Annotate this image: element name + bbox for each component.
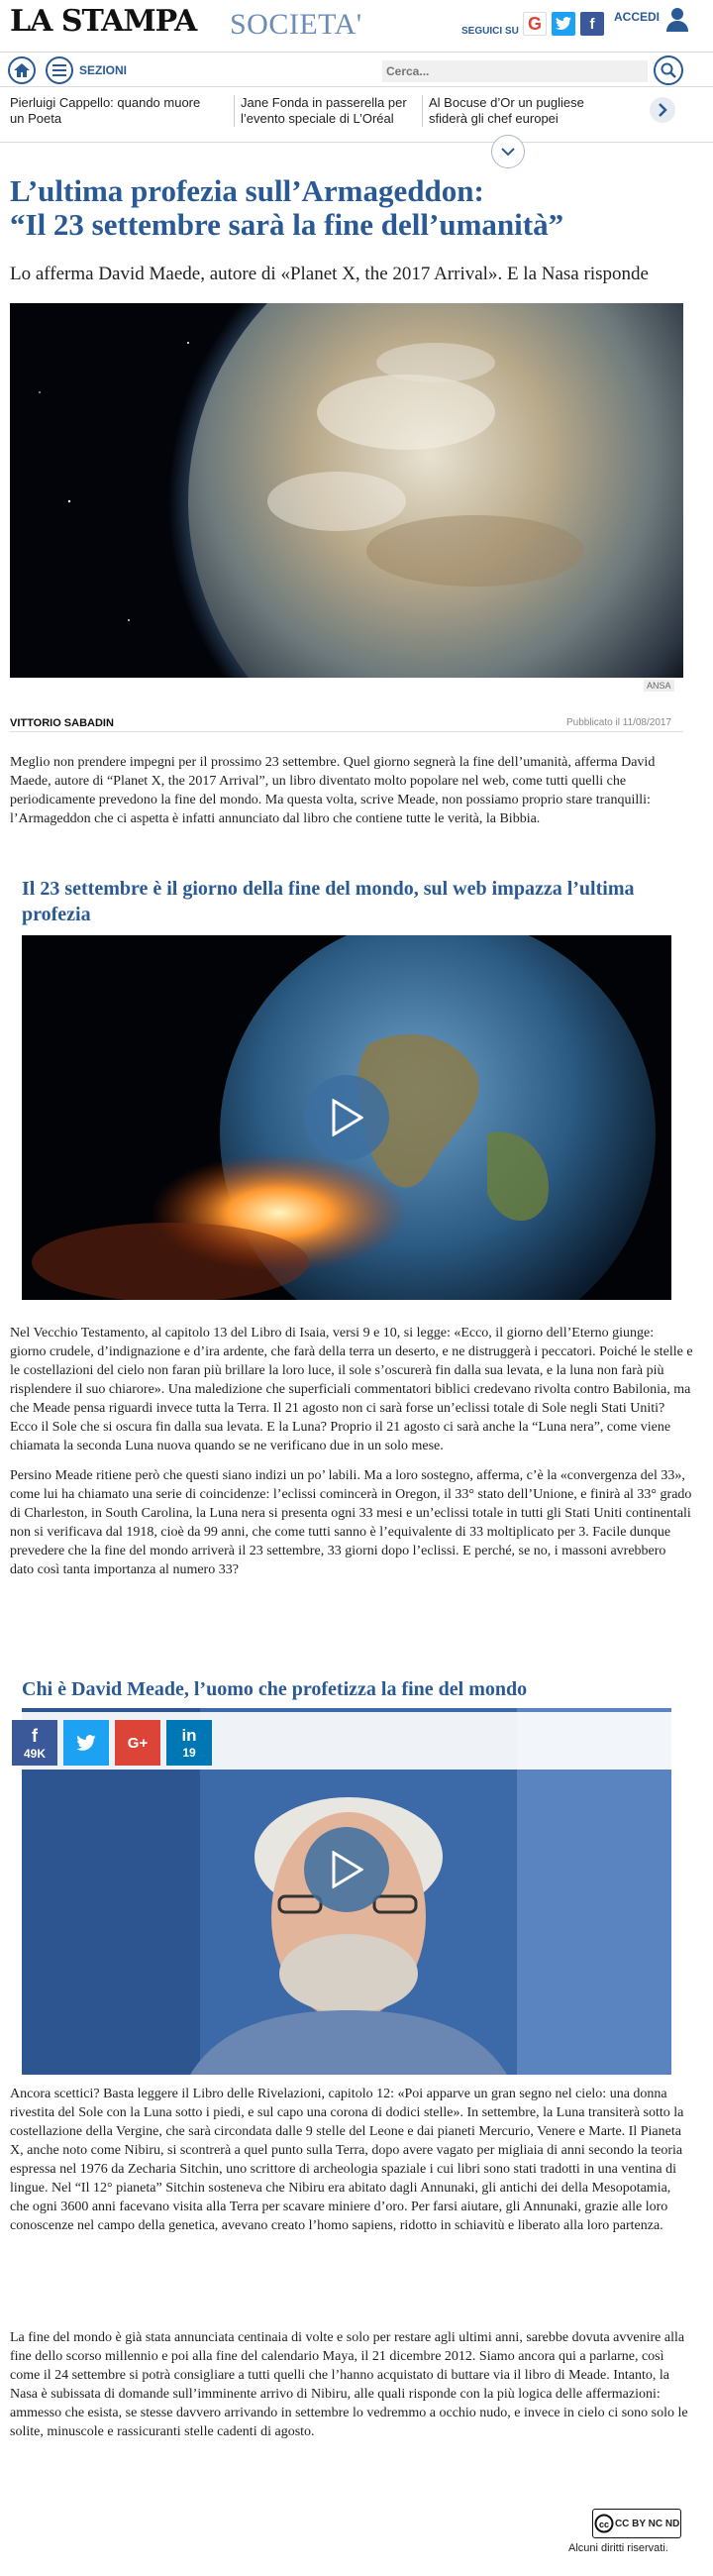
home-icon [14,63,30,77]
linkedin-icon: in [181,1726,197,1745]
related-news-item[interactable]: Al Bocuse d’Or un pugliese sfiderà gli chef europei [422,95,620,127]
facebook-share-button[interactable] [12,1720,57,1766]
article-paragraph: Nel Vecchio Testamento, al capitolo 13 del Libro di Isaia, versi 9 e 10, si legge: «Ecco, il giorno dell’Eterno giunge: giorno crudele, d’indignazione e d’ira ardente, che farà della terra un deserto, e ne distruggerà i peccatori. Poiché le stelle e le costellazioni del cielo non faran più brillare la loro luce, il sole s’oscurerà fin dalla sua levata, e la luna non farà più risplendere il suo chiarore». Una maledizione che superficiali commentatori biblici credevano rivolta contro Babilonia, ma che Meade pensa riguardi invece tutta la Terra. Il 21 agosto non ci sarà forse un’eclissi totale di Sole negli Stati Uniti? Ecco il Sole che si oscura fin dalla sua levata. E la Luna? Proprio il 21 agosto ci sarà anche la “Luna nera”, come viene chiamata la seconda Luna nuova quando se ne verificano due in un solo mese. [10,1326,693,1453]
search-icon [661,62,676,78]
expand-news-button[interactable] [491,135,525,168]
linkedin-share-button[interactable] [166,1720,212,1766]
play-icon [330,1099,363,1136]
facebook-icon[interactable]: f [580,12,604,36]
chevron-right-icon [658,103,667,117]
article-subhead: Lo afferma David Maede, autore di «Planet X, the 2017 Arrival». E la Nasa risponde [10,264,649,284]
author-name[interactable]: VITTORIO SABADIN [10,717,114,729]
googleplus-icon: G+ [127,1734,149,1752]
article-headline [10,174,703,242]
login-link[interactable]: ACCEDI [614,10,661,24]
headline-line-2: “Il 23 settembre sarà la fine dell’umanità” [10,207,564,242]
video-title[interactable]: Il 23 settembre è il giorno della fine del mondo, sul web impazza l’ultima profezia [22,878,635,925]
search-button[interactable] [654,55,683,85]
twitter-icon[interactable] [552,12,575,36]
video-player[interactable] [22,935,671,1300]
play-button[interactable] [304,1827,389,1912]
article-paragraph: Meglio non prendere impegni per il prossimo 23 settembre. Quel giorno segnerà la fine dell’umanità, afferma David Maede, autore di “Planet X, the 2017 Arrival”, un libro diventato molto popolare nel web, come tutti quelli che periodicamente prevedono la fine del mondo. Ma questa volta, scrive Meade, non possiamo proprio stare tranquilli: l’Armageddon che ci aspetta è infatti annunciato dal libro che contiene tutte le verità, la Bibbia. [10,755,656,826]
headline-line-1: L’ultima profezia sull’Armageddon: [10,173,484,208]
google-icon[interactable]: G [523,12,547,36]
user-icon[interactable] [665,6,689,32]
section-title[interactable]: SOCIETA' [230,8,362,41]
article-paragraph: La fine del mondo è già stata annunciata centinaia di volte e solo per restare agli ultimi anni, sarebbe dovuta avvenire alla fine dello scorso millennio e poi alla fine del calendario Maya, il 21 dicembre 2012. Siamo ancora qui a parlarne, così come il 24 settembre si potrà consigliare a tutti quelli che l’hanno acquistato di buttare via il libro di Meade. Intanto, la Nasa è subissata di domande sull’imminente arrivo di Nibiru, alle quali risponde con la più logica delle affermazioni: ammesso che esista, se stesse davvero arrivando in settembre lo vedremmo a occhio nudo, e invece in cielo ci sono solo le solite, minuscole e rassicuranti stelle cadenti di agosto. [10,2330,688,2439]
hamburger-icon [52,64,66,76]
menu-button[interactable] [46,56,73,84]
facebook-icon: f [32,1725,38,1746]
article-paragraph: Persino Meade ritiene però che questi siano indizi un po’ labili. Ma a loro sostegno, afferma, c’è la «convergenza del 33», come lui ha chiamato una serie di coincidenze: l’eclissi comincerà in Oregon, il 33° stato dell’Unione, e finirà al 33° grado di Charleston, in South Carolina, la Luna nera si presenta ogni 33 mesi e un’eclissi totale in tutti gli Stati Uniti continentali non si verificava dal 1918, cioè da 99 anni, che come tutti sanno è l’equivalente di 33 moltiplicato per 3. Facile dunque prevedere che la fine del mondo arriverà il 23 settembre, 33 giorni dopo l’eclissi. E perché, se no, i massoni avrebbero dato così tanta importanza al numero 33? [10,1468,692,1577]
video-title[interactable]: Chi è David Meade, l’uomo che profetizza la fine del mondo [22,1678,528,1700]
photo-credit: ANSA [644,680,674,692]
share-count: 19 [182,1746,196,1760]
hero-image [10,303,683,678]
play-icon [330,1851,363,1888]
site-header [0,0,713,50]
googleplus-share-button[interactable] [115,1720,160,1766]
related-news-item[interactable]: Pierluigi Cappello: quando muore un Poeta [10,95,201,126]
svg-text:cc: cc [598,2520,609,2529]
nav-bar [0,52,713,87]
divider [10,731,683,732]
related-news [0,89,713,143]
share-bar [0,1712,713,1770]
twitter-icon [76,1735,96,1752]
sections-link[interactable]: SEZIONI [79,63,128,77]
chevron-down-icon [501,147,515,157]
article-paragraph: Ancora scettici? Basta leggere il Libro delle Rivelazioni, capitolo 12: «Poi apparve un gran segno nel cielo: una donna rivestita del Sole con la Luna sotto i piedi, e sul capo una corona di dodici stelle». In settembre, la Luna transiterà sotto la costellazione della Vergine, che sarà circondata dalle 9 stelle del Leone e dai pianeti Mercurio, Venere e Marte. Il Pianeta X, anche noto come Nibiru, si scontrerà a quel punto sulla Terra, dopo avere vagato per migliaia di anni secondo la teoria espressa nel 1976 da Zecharia Sitchin, uno scrittore di archeologia spaziale i cui libri sono stati tradotti in una ventina di lingue. Nel “Il 12° pianeta” Sitchin sosteneva che Nibiru era abitato dagli Annunaki, gli antichi dei della Mesopotamia, che ogni 3600 anni facevano visita alla Terra per scavare miniere d’oro. Per farsi aiutare, gli Annunaki, grazie alle loro conoscenze nel campo della genetica, avevano creato l’homo sapiens, ridotto in schiavitù e liberato alla loro partenza. [10,2087,684,2233]
rights-notice: Alcuni diritti riservati. [568,2542,668,2554]
cc-icon [594,2514,614,2533]
license-label: CC BY NC ND [614,2518,680,2529]
share-count: 49K [23,1746,46,1761]
creative-commons-badge[interactable] [592,2509,681,2538]
publish-date: Pubblicato il 11/08/2017 [566,717,672,728]
site-logo[interactable]: LA STAMPA [10,4,197,39]
home-button[interactable] [8,56,36,84]
next-news-button[interactable] [650,97,675,123]
related-news-item[interactable]: Jane Fonda in passerella per l’evento speciale di L’Oréal [234,95,432,127]
search-input[interactable] [382,60,648,82]
twitter-share-button[interactable] [63,1720,109,1766]
play-button[interactable] [304,1075,389,1160]
follow-label: SEGUICI SU [461,26,519,37]
